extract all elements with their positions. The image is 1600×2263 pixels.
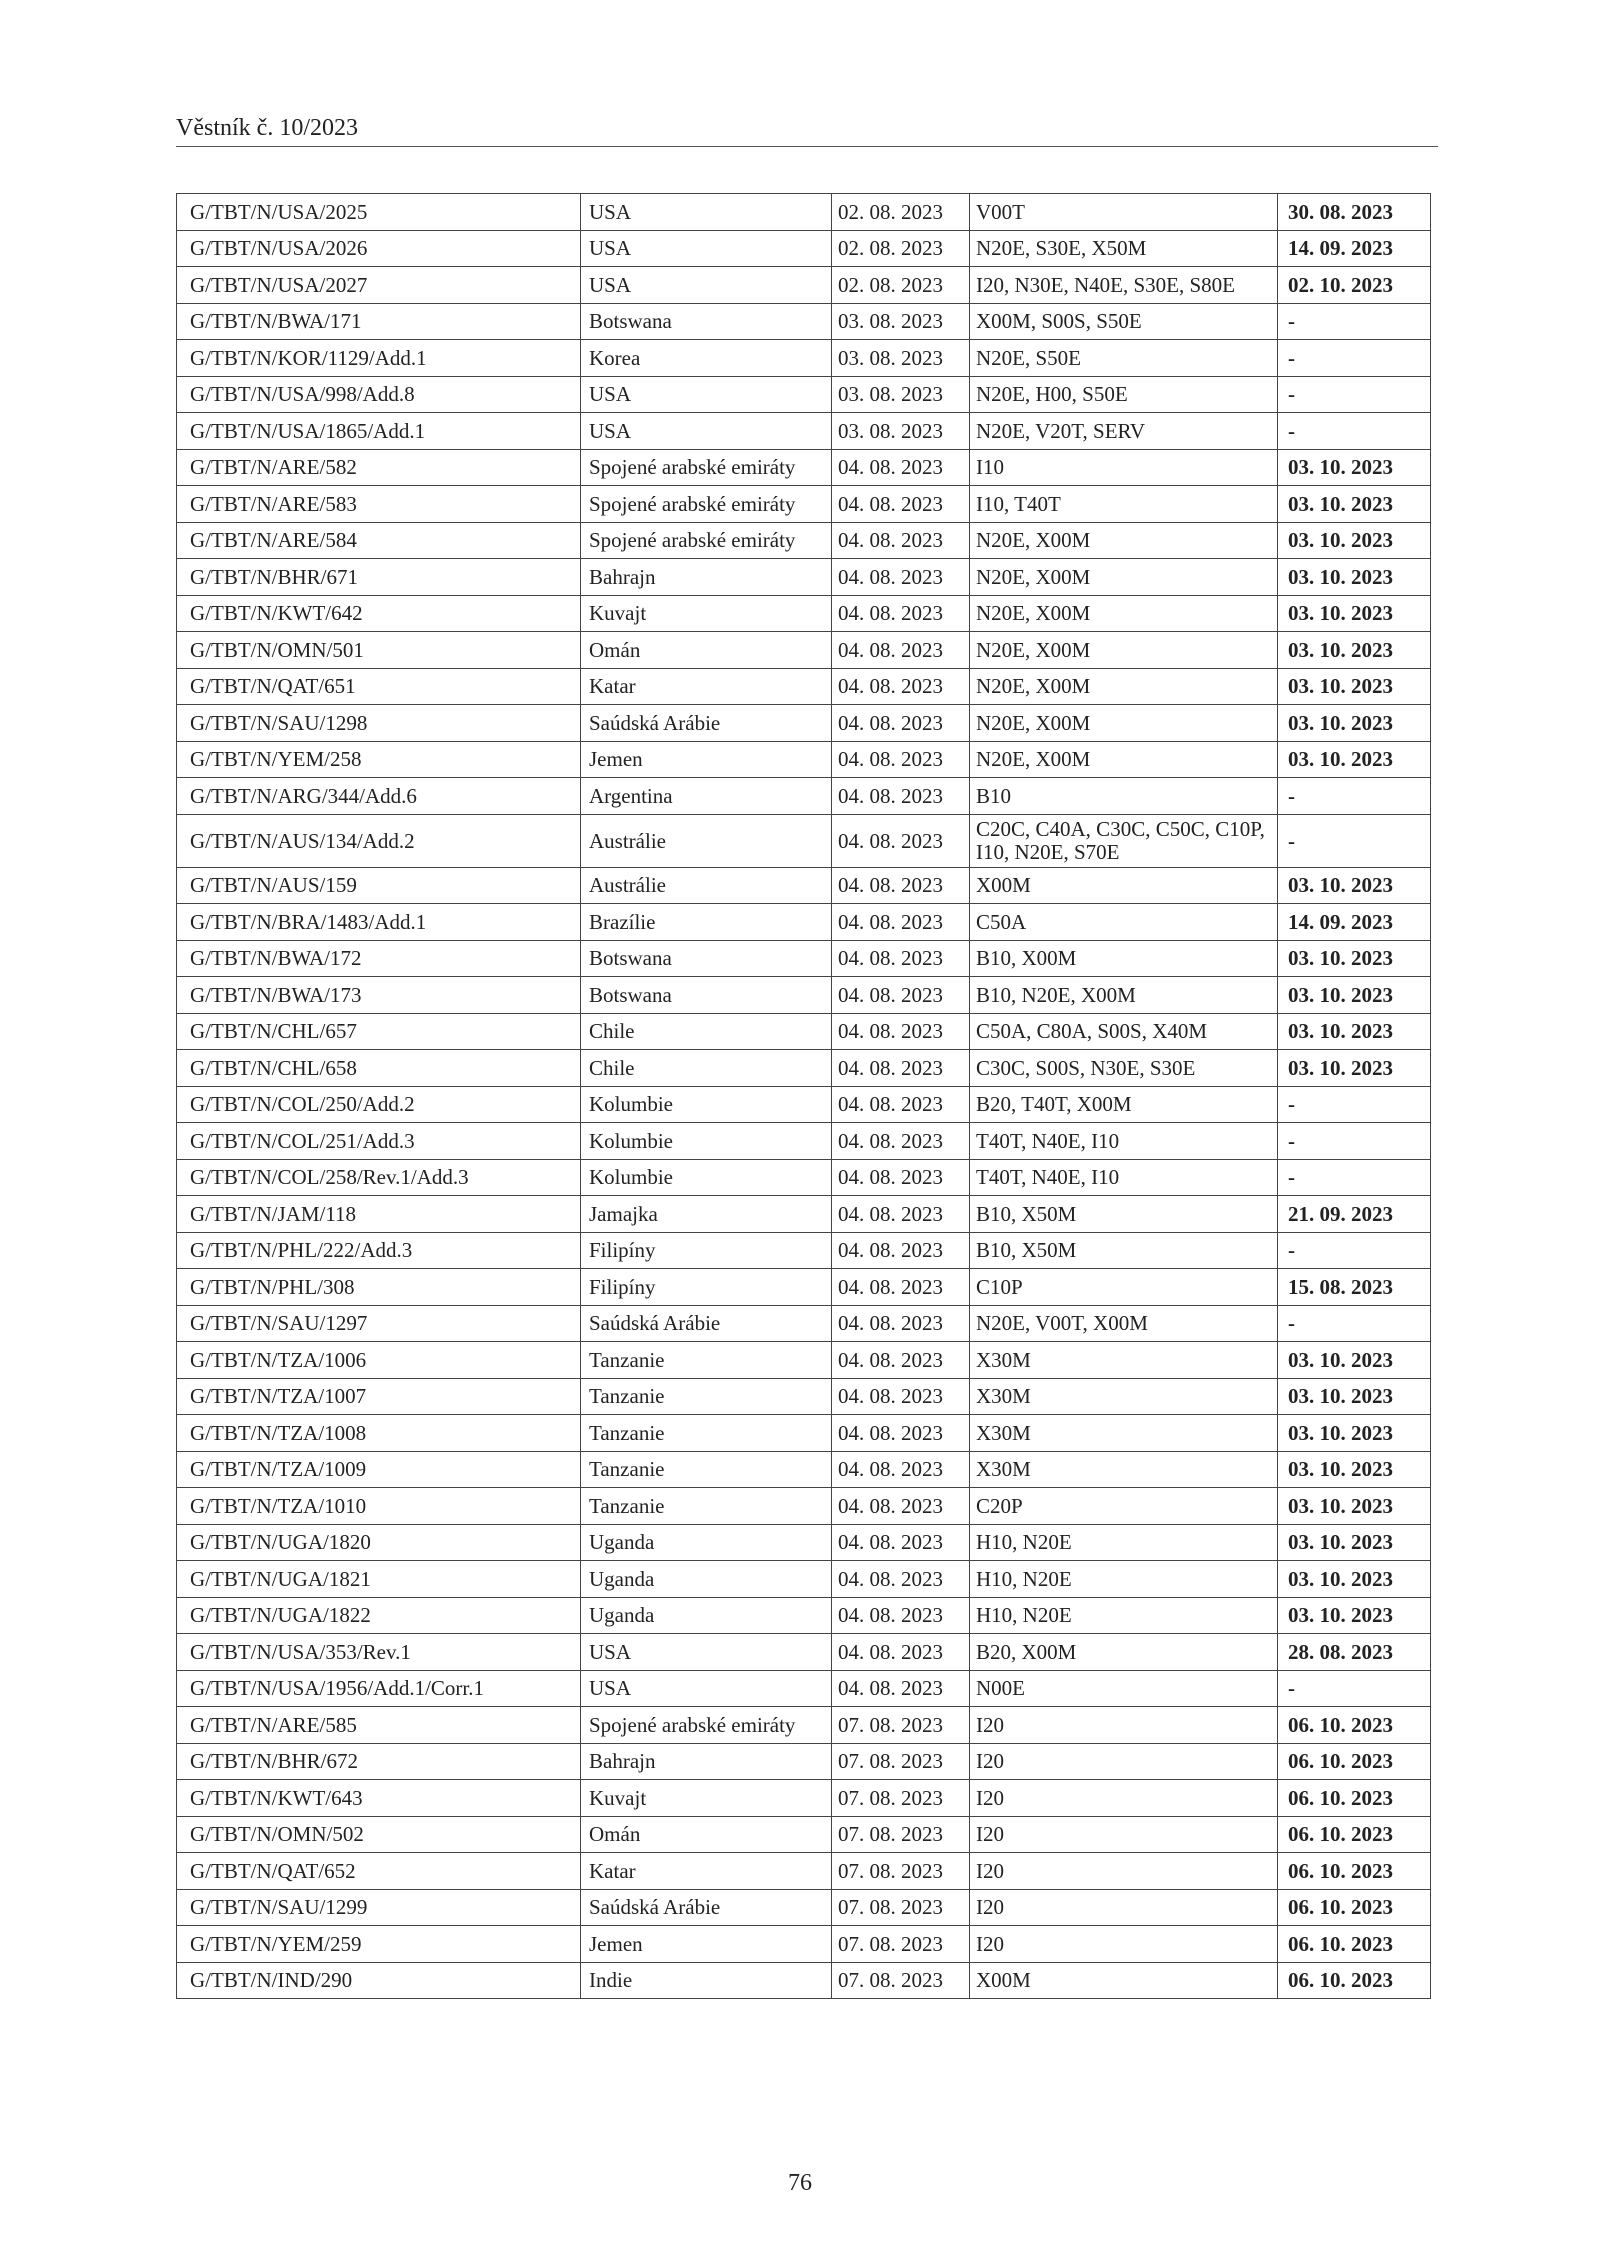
table-row: [177, 1707, 1431, 1744]
table-row: [177, 267, 1431, 304]
notification-id-cell: G/TBT/N/COL/251/Add.3: [177, 1123, 581, 1160]
table-row: [177, 486, 1431, 523]
table-row: [177, 1926, 1431, 1963]
table-row: [177, 1962, 1431, 1999]
ics-codes-cell: I20: [970, 1853, 1278, 1890]
table-row: [177, 632, 1431, 669]
ics-codes-cell: H10, N20E: [970, 1561, 1278, 1598]
deadline-cell: 30. 08. 2023: [1278, 194, 1431, 231]
notification-id-cell: G/TBT/N/QAT/652: [177, 1853, 581, 1890]
date-cell: 07. 08. 2023: [832, 1889, 970, 1926]
date-cell: 04. 08. 2023: [832, 1196, 970, 1233]
notification-id-cell: G/TBT/N/USA/2027: [177, 267, 581, 304]
ics-codes-cell: C10P: [970, 1269, 1278, 1306]
ics-codes-cell: C20C, C40A, C30C, C50C, C10P, I10, N20E, S70E: [970, 814, 1278, 867]
deadline-cell: 03. 10. 2023: [1278, 741, 1431, 778]
country-cell: USA: [581, 1670, 832, 1707]
country-cell: Filipíny: [581, 1269, 832, 1306]
table-row: [177, 1086, 1431, 1123]
table-row: [177, 867, 1431, 904]
ics-codes-cell: I20: [970, 1707, 1278, 1744]
notification-table: [176, 193, 1431, 1999]
table-row: [177, 194, 1431, 231]
table-row: [177, 595, 1431, 632]
deadline-cell: -: [1278, 340, 1431, 377]
date-cell: 03. 08. 2023: [832, 376, 970, 413]
table-row: [177, 1670, 1431, 1707]
deadline-cell: 28. 08. 2023: [1278, 1634, 1431, 1671]
ics-codes-cell: N20E, X00M: [970, 595, 1278, 632]
deadline-cell: 03. 10. 2023: [1278, 1451, 1431, 1488]
notification-id-cell: G/TBT/N/USA/1956/Add.1/Corr.1: [177, 1670, 581, 1707]
country-cell: Tanzanie: [581, 1451, 832, 1488]
country-cell: Jemen: [581, 741, 832, 778]
ics-codes-cell: T40T, N40E, I10: [970, 1159, 1278, 1196]
table-row: [177, 1451, 1431, 1488]
date-cell: 07. 08. 2023: [832, 1743, 970, 1780]
ics-codes-cell: C50A, C80A, S00S, X40M: [970, 1013, 1278, 1050]
ics-codes-cell: N00E: [970, 1670, 1278, 1707]
page-title: Věstník č. 10/2023: [176, 115, 358, 141]
table-row: [177, 449, 1431, 486]
ics-codes-cell: N20E, S50E: [970, 340, 1278, 377]
date-cell: 04. 08. 2023: [832, 1232, 970, 1269]
notification-id-cell: G/TBT/N/UGA/1822: [177, 1597, 581, 1634]
table-row: [177, 1488, 1431, 1525]
country-cell: Korea: [581, 340, 832, 377]
notification-id-cell: G/TBT/N/QAT/651: [177, 668, 581, 705]
deadline-cell: 03. 10. 2023: [1278, 668, 1431, 705]
date-cell: 03. 08. 2023: [832, 340, 970, 377]
country-cell: Saúdská Arábie: [581, 1889, 832, 1926]
country-cell: Spojené arabské emiráty: [581, 522, 832, 559]
deadline-cell: 03. 10. 2023: [1278, 1050, 1431, 1087]
table-row: [177, 559, 1431, 596]
date-cell: 04. 08. 2023: [832, 1524, 970, 1561]
ics-codes-cell: N20E, X00M: [970, 705, 1278, 742]
notification-id-cell: G/TBT/N/USA/353/Rev.1: [177, 1634, 581, 1671]
country-cell: Jemen: [581, 1926, 832, 1963]
notification-id-cell: G/TBT/N/COL/258/Rev.1/Add.3: [177, 1159, 581, 1196]
deadline-cell: 03. 10. 2023: [1278, 1597, 1431, 1634]
table-row: [177, 1524, 1431, 1561]
date-cell: 04. 08. 2023: [832, 977, 970, 1014]
country-cell: Kolumbie: [581, 1159, 832, 1196]
ics-codes-cell: N20E, H00, S50E: [970, 376, 1278, 413]
notification-id-cell: G/TBT/N/TZA/1009: [177, 1451, 581, 1488]
ics-codes-cell: C20P: [970, 1488, 1278, 1525]
date-cell: 04. 08. 2023: [832, 741, 970, 778]
deadline-cell: 06. 10. 2023: [1278, 1889, 1431, 1926]
country-cell: USA: [581, 267, 832, 304]
deadline-cell: 03. 10. 2023: [1278, 1378, 1431, 1415]
table-row: [177, 1561, 1431, 1598]
date-cell: 04. 08. 2023: [832, 1488, 970, 1525]
country-cell: Argentina: [581, 778, 832, 815]
notification-id-cell: G/TBT/N/AUS/134/Add.2: [177, 814, 581, 867]
date-cell: 04. 08. 2023: [832, 1123, 970, 1160]
notification-id-cell: G/TBT/N/YEM/258: [177, 741, 581, 778]
country-cell: Botswana: [581, 977, 832, 1014]
country-cell: USA: [581, 413, 832, 450]
ics-codes-cell: I20: [970, 1926, 1278, 1963]
country-cell: Tanzanie: [581, 1415, 832, 1452]
ics-codes-cell: V00T: [970, 194, 1278, 231]
ics-codes-cell: N20E, X00M: [970, 559, 1278, 596]
notification-id-cell: G/TBT/N/TZA/1006: [177, 1342, 581, 1379]
deadline-cell: 06. 10. 2023: [1278, 1962, 1431, 1999]
ics-codes-cell: N20E, X00M: [970, 741, 1278, 778]
ics-codes-cell: X30M: [970, 1378, 1278, 1415]
date-cell: 04. 08. 2023: [832, 1305, 970, 1342]
date-cell: 04. 08. 2023: [832, 705, 970, 742]
country-cell: Kuvajt: [581, 1780, 832, 1817]
date-cell: 07. 08. 2023: [832, 1707, 970, 1744]
date-cell: 04. 08. 2023: [832, 632, 970, 669]
table-row: [177, 741, 1431, 778]
notification-id-cell: G/TBT/N/TZA/1008: [177, 1415, 581, 1452]
country-cell: Saúdská Arábie: [581, 1305, 832, 1342]
country-cell: Austrálie: [581, 814, 832, 867]
ics-codes-cell: C50A: [970, 904, 1278, 941]
table-row: [177, 1305, 1431, 1342]
date-cell: 07. 08. 2023: [832, 1780, 970, 1817]
deadline-cell: -: [1278, 1086, 1431, 1123]
deadline-cell: 03. 10. 2023: [1278, 1013, 1431, 1050]
date-cell: 02. 08. 2023: [832, 230, 970, 267]
notification-id-cell: G/TBT/N/ARE/582: [177, 449, 581, 486]
notification-id-cell: G/TBT/N/ARE/585: [177, 1707, 581, 1744]
table-row: [177, 705, 1431, 742]
notification-id-cell: G/TBT/N/TZA/1007: [177, 1378, 581, 1415]
date-cell: 04. 08. 2023: [832, 1342, 970, 1379]
country-cell: Uganda: [581, 1561, 832, 1598]
ics-codes-cell: H10, N20E: [970, 1524, 1278, 1561]
notification-id-cell: G/TBT/N/BRA/1483/Add.1: [177, 904, 581, 941]
country-cell: Kuvajt: [581, 595, 832, 632]
notification-id-cell: G/TBT/N/SAU/1297: [177, 1305, 581, 1342]
deadline-cell: 03. 10. 2023: [1278, 1342, 1431, 1379]
date-cell: 04. 08. 2023: [832, 1050, 970, 1087]
country-cell: Omán: [581, 632, 832, 669]
country-cell: Botswana: [581, 940, 832, 977]
country-cell: Uganda: [581, 1597, 832, 1634]
notification-table-body: [177, 194, 1431, 1999]
deadline-cell: 03. 10. 2023: [1278, 449, 1431, 486]
country-cell: Tanzanie: [581, 1342, 832, 1379]
notification-id-cell: G/TBT/N/OMN/502: [177, 1816, 581, 1853]
notification-id-cell: G/TBT/N/KWT/642: [177, 595, 581, 632]
ics-codes-cell: N20E, V00T, X00M: [970, 1305, 1278, 1342]
deadline-cell: 06. 10. 2023: [1278, 1780, 1431, 1817]
ics-codes-cell: I20: [970, 1743, 1278, 1780]
notification-id-cell: G/TBT/N/COL/250/Add.2: [177, 1086, 581, 1123]
ics-codes-cell: X30M: [970, 1415, 1278, 1452]
table-row: [177, 376, 1431, 413]
date-cell: 02. 08. 2023: [832, 267, 970, 304]
table-row: [177, 230, 1431, 267]
ics-codes-cell: B10, X50M: [970, 1196, 1278, 1233]
deadline-cell: 03. 10. 2023: [1278, 522, 1431, 559]
deadline-cell: -: [1278, 1159, 1431, 1196]
ics-codes-cell: X00M: [970, 1962, 1278, 1999]
deadline-cell: -: [1278, 778, 1431, 815]
date-cell: 07. 08. 2023: [832, 1853, 970, 1890]
table-row: [177, 778, 1431, 815]
country-cell: Brazílie: [581, 904, 832, 941]
country-cell: Uganda: [581, 1524, 832, 1561]
ics-codes-cell: B10: [970, 778, 1278, 815]
date-cell: 04. 08. 2023: [832, 595, 970, 632]
date-cell: 04. 08. 2023: [832, 522, 970, 559]
ics-codes-cell: T40T, N40E, I10: [970, 1123, 1278, 1160]
notification-id-cell: G/TBT/N/TZA/1010: [177, 1488, 581, 1525]
country-cell: Jamajka: [581, 1196, 832, 1233]
country-cell: Kolumbie: [581, 1123, 832, 1160]
deadline-cell: 03. 10. 2023: [1278, 559, 1431, 596]
ics-codes-cell: C30C, S00S, N30E, S30E: [970, 1050, 1278, 1087]
notification-id-cell: G/TBT/N/USA/998/Add.8: [177, 376, 581, 413]
date-cell: 07. 08. 2023: [832, 1816, 970, 1853]
table-row: [177, 1123, 1431, 1160]
date-cell: 04. 08. 2023: [832, 1269, 970, 1306]
table-row: [177, 1816, 1431, 1853]
date-cell: 04. 08. 2023: [832, 940, 970, 977]
country-cell: Chile: [581, 1050, 832, 1087]
notification-id-cell: G/TBT/N/PHL/308: [177, 1269, 581, 1306]
ics-codes-cell: X30M: [970, 1451, 1278, 1488]
deadline-cell: -: [1278, 1670, 1431, 1707]
deadline-cell: -: [1278, 303, 1431, 340]
ics-codes-cell: X00M: [970, 867, 1278, 904]
notification-id-cell: G/TBT/N/UGA/1820: [177, 1524, 581, 1561]
deadline-cell: 06. 10. 2023: [1278, 1853, 1431, 1890]
notification-id-cell: G/TBT/N/ARE/583: [177, 486, 581, 523]
country-cell: Katar: [581, 1853, 832, 1890]
table-row: [177, 1634, 1431, 1671]
notification-id-cell: G/TBT/N/BWA/171: [177, 303, 581, 340]
deadline-cell: -: [1278, 413, 1431, 450]
country-cell: Katar: [581, 668, 832, 705]
ics-codes-cell: I20: [970, 1889, 1278, 1926]
notification-id-cell: G/TBT/N/OMN/501: [177, 632, 581, 669]
notification-id-cell: G/TBT/N/CHL/658: [177, 1050, 581, 1087]
ics-codes-cell: H10, N20E: [970, 1597, 1278, 1634]
date-cell: 03. 08. 2023: [832, 303, 970, 340]
country-cell: Indie: [581, 1962, 832, 1999]
ics-codes-cell: B10, N20E, X00M: [970, 977, 1278, 1014]
country-cell: Chile: [581, 1013, 832, 1050]
date-cell: 04. 08. 2023: [832, 559, 970, 596]
ics-codes-cell: N20E, X00M: [970, 668, 1278, 705]
deadline-cell: -: [1278, 814, 1431, 867]
country-cell: Spojené arabské emiráty: [581, 486, 832, 523]
notification-id-cell: G/TBT/N/YEM/259: [177, 1926, 581, 1963]
table-row: [177, 1269, 1431, 1306]
deadline-cell: 03. 10. 2023: [1278, 705, 1431, 742]
page-number: 76: [788, 2170, 812, 2196]
country-cell: Kolumbie: [581, 1086, 832, 1123]
table-row: [177, 1196, 1431, 1233]
country-cell: Spojené arabské emiráty: [581, 449, 832, 486]
ics-codes-cell: I20: [970, 1780, 1278, 1817]
notification-id-cell: G/TBT/N/KOR/1129/Add.1: [177, 340, 581, 377]
notification-id-cell: G/TBT/N/AUS/159: [177, 867, 581, 904]
deadline-cell: 03. 10. 2023: [1278, 486, 1431, 523]
deadline-cell: 03. 10. 2023: [1278, 1488, 1431, 1525]
date-cell: 04. 08. 2023: [832, 668, 970, 705]
date-cell: 04. 08. 2023: [832, 778, 970, 815]
notification-id-cell: G/TBT/N/KWT/643: [177, 1780, 581, 1817]
table-row: [177, 1013, 1431, 1050]
date-cell: 04. 08. 2023: [832, 867, 970, 904]
notification-id-cell: G/TBT/N/BWA/172: [177, 940, 581, 977]
country-cell: Bahrajn: [581, 559, 832, 596]
deadline-cell: -: [1278, 1305, 1431, 1342]
page-header: [176, 112, 1438, 147]
table-row: [177, 340, 1431, 377]
date-cell: 04. 08. 2023: [832, 449, 970, 486]
notification-id-cell: G/TBT/N/ARE/584: [177, 522, 581, 559]
ics-codes-cell: B10, X50M: [970, 1232, 1278, 1269]
deadline-cell: -: [1278, 376, 1431, 413]
deadline-cell: 03. 10. 2023: [1278, 1524, 1431, 1561]
notification-id-cell: G/TBT/N/BWA/173: [177, 977, 581, 1014]
deadline-cell: 02. 10. 2023: [1278, 267, 1431, 304]
deadline-cell: 21. 09. 2023: [1278, 1196, 1431, 1233]
table-row: [177, 413, 1431, 450]
date-cell: 02. 08. 2023: [832, 194, 970, 231]
deadline-cell: 14. 09. 2023: [1278, 904, 1431, 941]
country-cell: USA: [581, 230, 832, 267]
table-row: [177, 1889, 1431, 1926]
date-cell: 04. 08. 2023: [832, 1670, 970, 1707]
table-row: [177, 668, 1431, 705]
date-cell: 04. 08. 2023: [832, 486, 970, 523]
ics-codes-cell: I20: [970, 1816, 1278, 1853]
date-cell: 04. 08. 2023: [832, 1013, 970, 1050]
date-cell: 04. 08. 2023: [832, 1378, 970, 1415]
notification-id-cell: G/TBT/N/SAU/1299: [177, 1889, 581, 1926]
ics-codes-cell: X30M: [970, 1342, 1278, 1379]
notification-id-cell: G/TBT/N/IND/290: [177, 1962, 581, 1999]
date-cell: 04. 08. 2023: [832, 1634, 970, 1671]
ics-codes-cell: B20, X00M: [970, 1634, 1278, 1671]
country-cell: Spojené arabské emiráty: [581, 1707, 832, 1744]
table-row: [177, 522, 1431, 559]
notification-id-cell: G/TBT/N/ARG/344/Add.6: [177, 778, 581, 815]
deadline-cell: 15. 08. 2023: [1278, 1269, 1431, 1306]
deadline-cell: 03. 10. 2023: [1278, 977, 1431, 1014]
notification-id-cell: G/TBT/N/PHL/222/Add.3: [177, 1232, 581, 1269]
ics-codes-cell: I10: [970, 449, 1278, 486]
ics-codes-cell: N20E, S30E, X50M: [970, 230, 1278, 267]
deadline-cell: 03. 10. 2023: [1278, 1415, 1431, 1452]
table-row: [177, 1342, 1431, 1379]
notification-id-cell: G/TBT/N/UGA/1821: [177, 1561, 581, 1598]
deadline-cell: 03. 10. 2023: [1278, 632, 1431, 669]
deadline-cell: 06. 10. 2023: [1278, 1816, 1431, 1853]
notification-id-cell: G/TBT/N/BHR/672: [177, 1743, 581, 1780]
table-row: [177, 977, 1431, 1014]
date-cell: 04. 08. 2023: [832, 1597, 970, 1634]
table-row: [177, 1853, 1431, 1890]
date-cell: 07. 08. 2023: [832, 1962, 970, 1999]
notification-id-cell: G/TBT/N/USA/1865/Add.1: [177, 413, 581, 450]
country-cell: USA: [581, 376, 832, 413]
country-cell: USA: [581, 1634, 832, 1671]
deadline-cell: 03. 10. 2023: [1278, 1561, 1431, 1598]
ics-codes-cell: N20E, X00M: [970, 632, 1278, 669]
ics-codes-cell: B20, T40T, X00M: [970, 1086, 1278, 1123]
deadline-cell: 03. 10. 2023: [1278, 595, 1431, 632]
table-row: [177, 904, 1431, 941]
table-row: [177, 1232, 1431, 1269]
country-cell: Filipíny: [581, 1232, 832, 1269]
ics-codes-cell: I10, T40T: [970, 486, 1278, 523]
table-row: [177, 1597, 1431, 1634]
date-cell: 04. 08. 2023: [832, 1159, 970, 1196]
table-row: [177, 814, 1431, 867]
table-row: [177, 1780, 1431, 1817]
table-row: [177, 940, 1431, 977]
country-cell: Botswana: [581, 303, 832, 340]
date-cell: 04. 08. 2023: [832, 1086, 970, 1123]
date-cell: 04. 08. 2023: [832, 1561, 970, 1598]
deadline-cell: 06. 10. 2023: [1278, 1926, 1431, 1963]
notification-id-cell: G/TBT/N/BHR/671: [177, 559, 581, 596]
deadline-cell: 03. 10. 2023: [1278, 867, 1431, 904]
country-cell: USA: [581, 194, 832, 231]
notification-id-cell: G/TBT/N/CHL/657: [177, 1013, 581, 1050]
country-cell: Tanzanie: [581, 1488, 832, 1525]
country-cell: Tanzanie: [581, 1378, 832, 1415]
notification-id-cell: G/TBT/N/SAU/1298: [177, 705, 581, 742]
table-row: [177, 303, 1431, 340]
date-cell: 04. 08. 2023: [832, 814, 970, 867]
ics-codes-cell: I20, N30E, N40E, S30E, S80E: [970, 267, 1278, 304]
date-cell: 04. 08. 2023: [832, 904, 970, 941]
country-cell: Omán: [581, 1816, 832, 1853]
ics-codes-cell: B10, X00M: [970, 940, 1278, 977]
date-cell: 03. 08. 2023: [832, 413, 970, 450]
country-cell: Bahrajn: [581, 1743, 832, 1780]
date-cell: 04. 08. 2023: [832, 1415, 970, 1452]
country-cell: Austrálie: [581, 867, 832, 904]
deadline-cell: 03. 10. 2023: [1278, 940, 1431, 977]
country-cell: Saúdská Arábie: [581, 705, 832, 742]
deadline-cell: 14. 09. 2023: [1278, 230, 1431, 267]
ics-codes-cell: N20E, X00M: [970, 522, 1278, 559]
ics-codes-cell: X00M, S00S, S50E: [970, 303, 1278, 340]
table-row: [177, 1050, 1431, 1087]
table-row: [177, 1743, 1431, 1780]
notification-id-cell: G/TBT/N/JAM/118: [177, 1196, 581, 1233]
table-row: [177, 1415, 1431, 1452]
table-row: [177, 1159, 1431, 1196]
notification-id-cell: G/TBT/N/USA/2025: [177, 194, 581, 231]
date-cell: 07. 08. 2023: [832, 1926, 970, 1963]
deadline-cell: -: [1278, 1123, 1431, 1160]
deadline-cell: 06. 10. 2023: [1278, 1707, 1431, 1744]
table-row: [177, 1378, 1431, 1415]
deadline-cell: -: [1278, 1232, 1431, 1269]
date-cell: 04. 08. 2023: [832, 1451, 970, 1488]
ics-codes-cell: N20E, V20T, SERV: [970, 413, 1278, 450]
notification-id-cell: G/TBT/N/USA/2026: [177, 230, 581, 267]
deadline-cell: 06. 10. 2023: [1278, 1743, 1431, 1780]
